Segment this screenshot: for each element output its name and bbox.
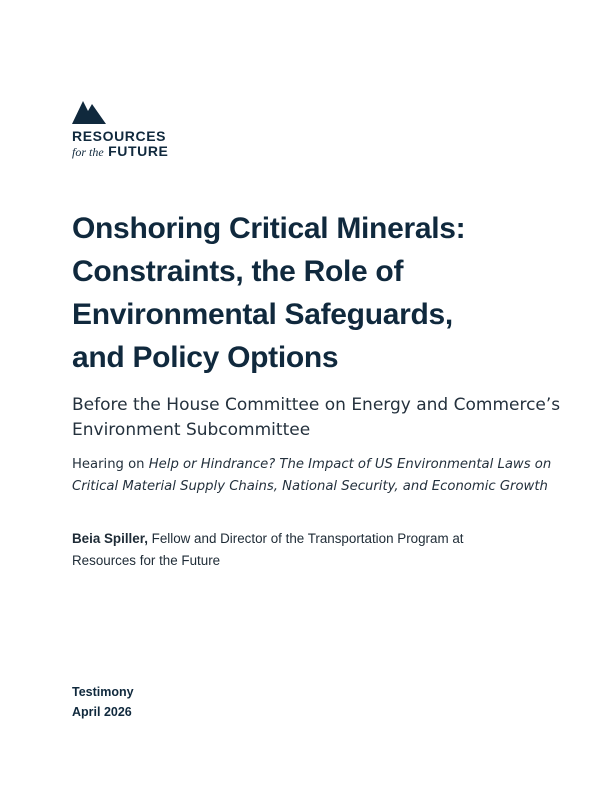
hearing-title-part-2: Critical Material Supply Chains, National Security, and Economic Growth bbox=[72, 479, 548, 494]
document-type: Testimony bbox=[72, 685, 134, 699]
document-title bbox=[72, 207, 572, 379]
mountain-peaks-icon bbox=[72, 98, 106, 124]
rff-logo bbox=[72, 98, 182, 162]
hearing-description bbox=[72, 454, 572, 498]
hearing-prefix: Hearing on bbox=[72, 457, 149, 472]
logo-text-resources: RESOURCES bbox=[72, 128, 167, 144]
author-name: Beia Spiller, bbox=[72, 531, 148, 546]
subtitle-line-2: Environment Subcommittee bbox=[72, 420, 311, 440]
document-date: April 2026 bbox=[72, 705, 132, 719]
hearing-line-1 bbox=[72, 454, 572, 476]
committee-subtitle bbox=[72, 393, 572, 443]
hearing-title-part-1: Help or Hindrance? The Impact of US Environmental Laws on bbox=[148, 457, 552, 472]
logo-text-future bbox=[72, 143, 169, 160]
hearing-line-2 bbox=[72, 476, 572, 498]
title-line-2: Constraints, the Role of bbox=[72, 255, 404, 288]
author-line-1 bbox=[72, 528, 572, 550]
author-organization: Resources for the Future bbox=[72, 553, 221, 568]
title-line-4: and Policy Options bbox=[72, 341, 339, 374]
logo-text-future-word: FUTURE bbox=[108, 143, 169, 159]
document-footer bbox=[72, 682, 134, 722]
author-role: Fellow and Director of the Transportation Program at bbox=[147, 531, 464, 546]
author-info bbox=[72, 528, 572, 572]
logo-text-for-the: for the bbox=[72, 145, 104, 159]
subtitle-line-1: Before the House Committee on Energy and Commerce’s bbox=[72, 395, 561, 415]
title-line-1: Onshoring Critical Minerals: bbox=[72, 212, 466, 245]
title-line-3: Environmental Safeguards, bbox=[72, 298, 453, 331]
